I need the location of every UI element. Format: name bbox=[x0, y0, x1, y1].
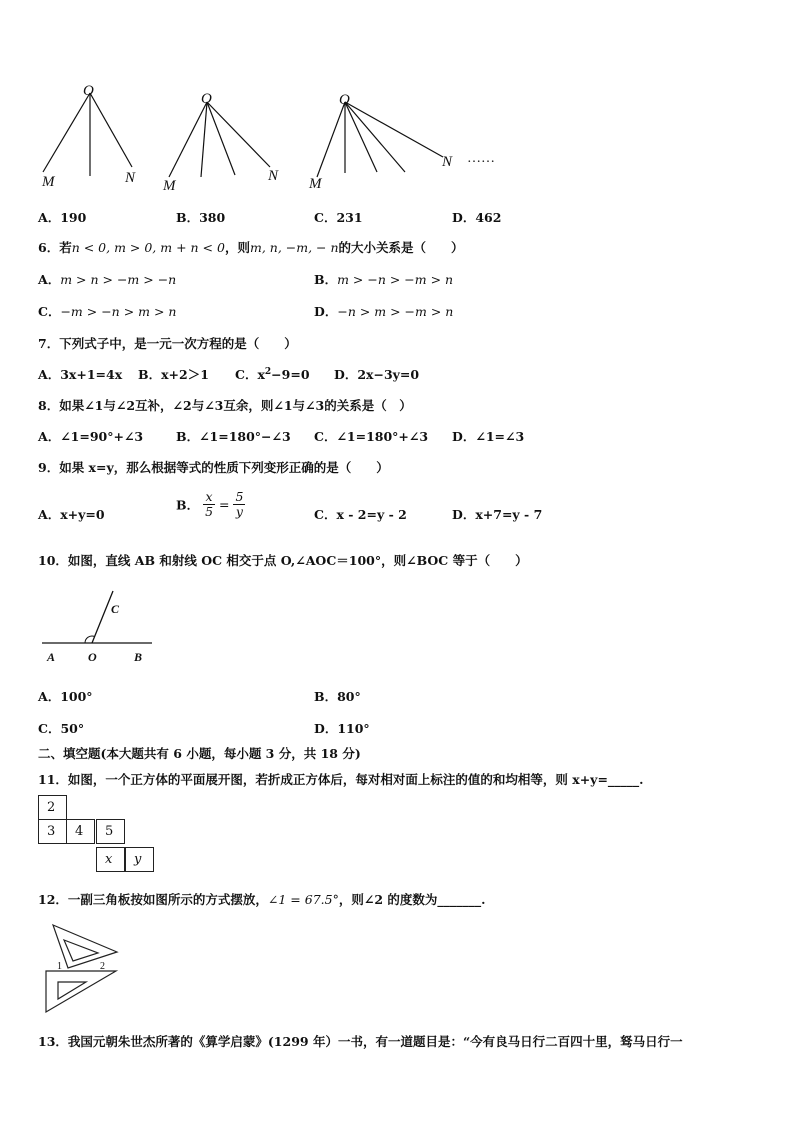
triangle-rulers-figure bbox=[40, 922, 130, 1017]
q11-stem: 11．如图，一个正方体的平面展开图，若折成正方体后，每对相对面上标注的值的和均相等，则 x+y=_____. bbox=[38, 772, 644, 787]
q8-option-d: D．∠1=∠3 bbox=[452, 429, 525, 444]
fig2-label-m: M bbox=[163, 178, 176, 194]
q7-option-b: B．x+2＞1 bbox=[138, 367, 209, 382]
cube-net-cell: 4 bbox=[66, 819, 95, 844]
fig2-label-o: O bbox=[201, 91, 212, 107]
fig3-label-o: O bbox=[339, 92, 350, 108]
section-heading: 二、填空题(本大题共有 6 小题，每小题 3 分，共 18 分) bbox=[38, 746, 361, 761]
fig1-label-n: N bbox=[125, 170, 136, 186]
q8-option-b: B．∠1=180°−∠3 bbox=[176, 429, 291, 444]
q9-option-b: B． $\frac{x}{5}$ = $\frac{5}{y}$ bbox=[176, 489, 244, 519]
line-ray-figure bbox=[38, 585, 158, 665]
q9-fraction-right: $\frac{5}{y}$ bbox=[235, 489, 244, 519]
q6-terms: m, n, −m, − n bbox=[249, 240, 339, 255]
fan-lines-figure bbox=[30, 80, 520, 195]
q7-option-d: D．2x−3y=0 bbox=[334, 367, 420, 382]
q6-option-a: A．m > n > −m > −n bbox=[38, 272, 177, 287]
q6-stem bbox=[38, 238, 464, 256]
fig2-label-n: N bbox=[268, 168, 279, 184]
q9-stem: 9．如果 x=y，那么根据等式的性质下列变形正确的是（ ） bbox=[38, 460, 389, 475]
q10-stem: 10．如图，直线 AB 和射线 OC 相交于点 O,∠AOC＝100°，则∠BOC 等于（ ） bbox=[38, 553, 528, 568]
fig1-label-o: O bbox=[83, 83, 94, 99]
q5-option-b: B．380 bbox=[176, 210, 226, 225]
q7-stem: 7．下列式子中，是一元一次方程的是（ ） bbox=[38, 336, 297, 351]
q12-angle-1-label: 1 bbox=[57, 961, 62, 972]
q8-stem: 8．如果∠1与∠2互补，∠2与∠3互余，则∠1与∠3的关系是（ ） bbox=[38, 398, 412, 413]
cube-net-cell: y bbox=[125, 847, 154, 872]
q7-option-c: C．$x^2-9=0$ bbox=[235, 366, 310, 382]
q9-fraction-left: $\frac{x}{5}$ bbox=[205, 489, 214, 519]
q10-option-a: A．100° bbox=[38, 689, 93, 704]
cube-net-cell: 2 bbox=[38, 795, 67, 820]
q5-option-c: C．231 bbox=[314, 210, 363, 225]
q8-option-c: C．∠1=180°+∠3 bbox=[314, 429, 429, 444]
q6-mid: ，则 bbox=[224, 240, 250, 255]
q6-option-d: D．−n > m > −m > n bbox=[314, 304, 454, 319]
q6-option-b: B．m > −n > −m > n bbox=[314, 272, 454, 287]
cube-net-cell: 5 bbox=[96, 819, 125, 844]
q9-option-c: C．x - 2=y - 2 bbox=[314, 507, 407, 522]
fig3-continuation-dots: …… bbox=[467, 151, 495, 166]
q6-condition: n < 0, m > 0, m + n < 0 bbox=[71, 240, 225, 255]
q12-angle-2-label: 2 bbox=[100, 961, 105, 972]
fig3-label-n: N bbox=[442, 154, 453, 170]
q10-label-b: B bbox=[134, 650, 143, 664]
cube-net bbox=[38, 795, 156, 877]
q13-stem: 13．我国元朝朱世杰所著的《算学启蒙》(1299 年）一书，有一道题目是：“今有良马日行二百四十里，驽马日行一 bbox=[38, 1034, 683, 1049]
q8-option-a: A．∠1=90°+∠3 bbox=[38, 429, 144, 444]
q5-option-d: D．462 bbox=[452, 210, 502, 225]
q6-option-c: C．−m > −n > m > n bbox=[38, 304, 177, 319]
q10-label-o: O bbox=[88, 650, 97, 664]
q10-label-c: C bbox=[111, 602, 120, 616]
q9-option-d: D．x+7=y - 7 bbox=[452, 507, 543, 522]
q9-option-a: A．x+y=0 bbox=[38, 507, 105, 522]
q6-suffix: 的大小关系是（ ） bbox=[338, 240, 464, 255]
q7-option-a: A．3x+1=4x bbox=[38, 367, 123, 382]
cube-net-cell: 3 bbox=[38, 819, 67, 844]
fig3-label-m: M bbox=[309, 176, 322, 192]
q6-prefix: 6．若 bbox=[38, 240, 72, 255]
fig1-label-m: M bbox=[42, 174, 55, 190]
cube-net-cell: x bbox=[96, 847, 125, 872]
q10-label-a: A bbox=[47, 650, 56, 664]
q12-stem: 12．一副三角板按如图所示的方式摆放，∠1 = 67.5°，则∠2 的度数为_______. bbox=[38, 892, 486, 907]
q10-option-c: C．50° bbox=[38, 721, 85, 736]
q5-option-a: A．190 bbox=[38, 210, 87, 225]
q10-option-b: B．80° bbox=[314, 689, 361, 704]
q10-option-d: D．110° bbox=[314, 721, 370, 736]
